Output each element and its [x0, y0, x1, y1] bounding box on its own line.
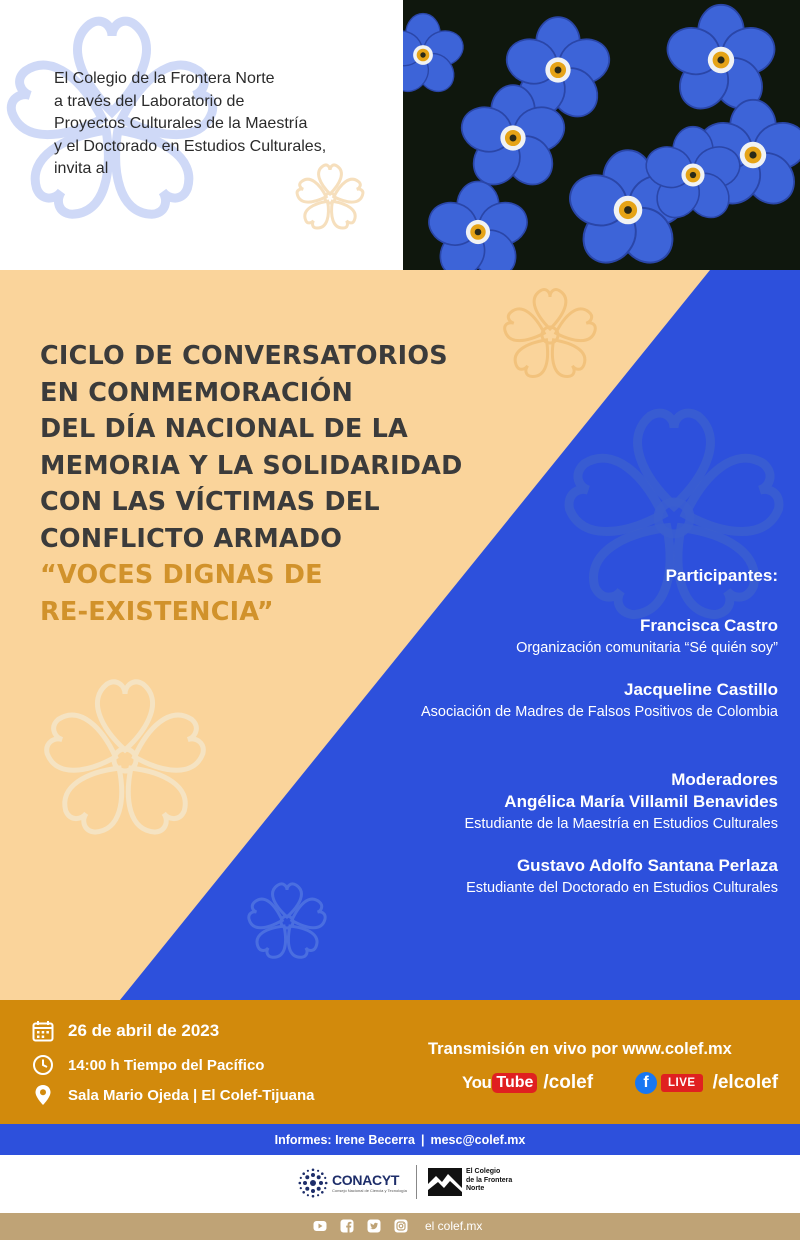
- facebook-icon[interactable]: f: [635, 1072, 657, 1094]
- twitter-icon[interactable]: [367, 1219, 381, 1233]
- clock-icon: [32, 1054, 54, 1076]
- event-date: [32, 1020, 219, 1042]
- flower-photo: [403, 0, 800, 270]
- youtube-icon[interactable]: [313, 1219, 327, 1233]
- calendar-icon: [32, 1020, 54, 1042]
- participant-name: Jacqueline Castillo: [624, 680, 778, 699]
- event-time-text: 14:00 h Tiempo del Pacífico: [68, 1056, 265, 1074]
- title-line: DEL DÍA NACIONAL DE LA: [40, 414, 408, 444]
- header-section: [0, 0, 800, 270]
- facebook-live-badge: LIVE: [661, 1074, 703, 1092]
- stream-label: Transmisión en vivo por www.colef.mx: [428, 1040, 732, 1058]
- moderator-name: Angélica María Villamil Benavides: [504, 792, 778, 811]
- colef-name-line: de la Frontera: [466, 1176, 513, 1184]
- intro-line: El Colegio de la Frontera Norte: [54, 70, 275, 87]
- participants-heading: Participantes:: [665, 566, 778, 585]
- youtube-you-text: You: [462, 1073, 492, 1092]
- speakers-list: [338, 565, 778, 899]
- colef-name-line: Norte: [466, 1185, 485, 1192]
- event-place: [32, 1084, 314, 1106]
- instagram-icon[interactable]: [394, 1219, 408, 1233]
- youtube-tube-text: Tube: [492, 1073, 537, 1093]
- logo-divider: [416, 1165, 417, 1199]
- title-line: CON LAS VÍCTIMAS DEL: [40, 487, 380, 517]
- intro-line: y el Doctorado en Estudios Culturales,: [54, 137, 327, 155]
- participant-name: Francisca Castro: [640, 616, 778, 635]
- moderators-heading: Moderadores: [671, 770, 778, 789]
- intro-text: [54, 68, 394, 181]
- subtitle-quote-line: “VOCES DIGNAS DE: [40, 560, 323, 590]
- footer: [0, 1213, 800, 1240]
- facebook-handle-link[interactable]: /elcolef: [712, 1072, 779, 1093]
- participant-role: Asociación de Madres de Falsos Positivos de Colombia: [420, 704, 778, 720]
- intro-line: a través del Laboratorio de: [54, 92, 245, 110]
- contact-bar: [0, 1124, 800, 1155]
- colef-name-line: El Colegio: [466, 1168, 501, 1175]
- main-section: [0, 270, 800, 1000]
- moderator-role: Estudiante del Doctorado en Estudios Culturales: [466, 880, 778, 896]
- colef-emblem-icon: [428, 1168, 462, 1196]
- title-line: CONFLICTO ARMADO: [40, 523, 343, 554]
- conacyt-logo: [298, 1168, 407, 1198]
- youtube-logo[interactable]: [462, 1073, 537, 1093]
- facebook-icon[interactable]: [340, 1219, 354, 1233]
- stream-channels: [462, 1072, 778, 1094]
- title-line: CICLO DE CONVERSATORIOS: [40, 341, 448, 371]
- contact-name: Informes: Irene Becerra: [274, 1132, 415, 1147]
- event-details-bar: [0, 1000, 800, 1124]
- intro-line: invita al: [54, 160, 109, 177]
- sponsor-logos: [0, 1155, 800, 1213]
- youtube-handle-link[interactable]: /colef: [543, 1072, 594, 1093]
- conacyt-emblem-icon: [298, 1168, 328, 1198]
- participant-role: Organización comunitaria “Sé quién soy”: [516, 640, 778, 656]
- event-date-text: 26 de abril de 2023: [68, 1021, 220, 1040]
- location-pin-icon: [32, 1084, 54, 1106]
- contact-email-link[interactable]: mesc@colef.mx: [430, 1132, 526, 1147]
- conacyt-name: CONACYT: [332, 1171, 400, 1188]
- subtitle-quote-line: RE-EXISTENCIA”: [40, 596, 274, 627]
- moderator-role: Estudiante de la Maestría en Estudios Culturales: [464, 816, 778, 832]
- title-line: MEMORIA Y LA SOLIDARIDAD: [40, 450, 463, 481]
- website-link[interactable]: el colef.mx: [425, 1219, 483, 1233]
- moderator-name: Gustavo Adolfo Santana Perlaza: [516, 856, 778, 875]
- event-time: [32, 1054, 264, 1076]
- conacyt-subtitle: Consejo Nacional de Ciencia y Tecnología: [332, 1187, 407, 1193]
- title-line: EN CONMEMORACIÓN: [40, 377, 354, 408]
- event-place-text: Sala Mario Ojeda | El Colef-Tijuana: [68, 1086, 315, 1104]
- intro-line: Proyectos Culturales de la Maestría: [54, 115, 308, 132]
- colef-logo: [428, 1168, 512, 1196]
- contact-separator: |: [420, 1132, 425, 1147]
